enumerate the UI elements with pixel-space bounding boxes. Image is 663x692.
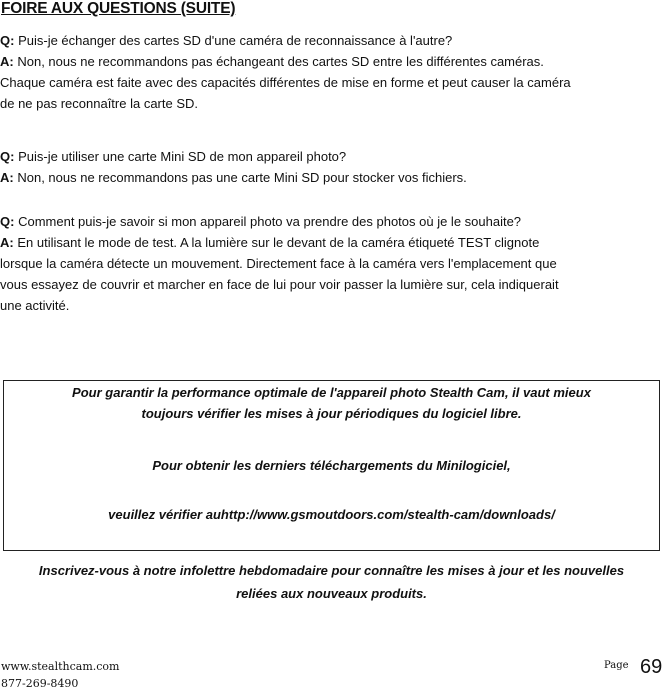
answer-text: Non, nous ne recommandons pas une carte Mini SD pour stocker vos fichiers.: [17, 170, 467, 185]
faq-item-1: [0, 30, 663, 114]
answer-text: une activité.: [0, 298, 70, 313]
faq-answer: [0, 51, 663, 72]
notice-text: Pour garantir la performance optimale de l'appareil photo Stealth Cam, il vaut mieux: [72, 385, 591, 400]
answer-text: Non, nous ne recommandons pas échangeant des cartes SD entre les différentes caméras.: [17, 54, 544, 69]
answer-label: A:: [0, 54, 14, 69]
faq-question: [0, 30, 663, 51]
question-label: Q:: [0, 33, 15, 48]
notice-text: toujours vérifier les mises à jour périodiques du logiciel libre.: [141, 406, 522, 421]
answer-text: lorsque la caméra détecte un mouvement. Directement face à la caméra vers l'emplacement que: [0, 256, 557, 271]
phone-number: 877-269-8490: [1, 677, 79, 690]
footer-contact: [1, 658, 119, 692]
answer-text: En utilisant le mode de test. A la lumière sur le devant de la caméra étiqueté TEST clignote: [17, 235, 540, 250]
question-text: Puis-je échanger des cartes SD d'une caméra de reconnaissance à l'autre?: [18, 33, 453, 48]
download-link[interactable]: veuillez vérifier auhttp://www.gsmoutdoors.com/stealth-cam/downloads/: [108, 507, 555, 522]
faq-answer: [0, 167, 663, 188]
answer-text: Chaque caméra est faite avec des capacités différentes de mise en forme et peut causer la caméra: [0, 75, 571, 90]
page-title: FOIRE AUX QUESTIONS (SUITE): [1, 0, 236, 17]
newsletter-text: Inscrivez-vous à notre infolettre hebdomadaire pour connaître les mises à jour et les nouvelles: [38, 563, 625, 578]
faq-item-3: [0, 211, 663, 316]
software-update-notice: [3, 380, 660, 551]
question-text: Puis-je utiliser une carte Mini SD de mon appareil photo?: [18, 149, 347, 164]
faq-question: [0, 211, 663, 232]
answer-label: A:: [0, 170, 14, 185]
question-label: Q:: [0, 214, 15, 229]
answer-label: A:: [0, 235, 14, 250]
answer-text: vous essayez de couvrir et marcher en face de lui pour voir passer la lumière sur, cela indiquerait: [0, 277, 559, 292]
faq-answer: [0, 232, 663, 253]
newsletter-text: reliées aux nouveaux produits.: [236, 586, 427, 601]
notice-text: Pour obtenir les derniers téléchargements du Minilogiciel,: [152, 458, 511, 473]
question-text: Comment puis-je savoir si mon appareil photo va prendre des photos où je le souhaite?: [18, 214, 522, 229]
page-label: Page: [604, 660, 629, 671]
faq-item-2: [0, 146, 663, 188]
answer-text: de ne pas reconnaître la carte SD.: [0, 96, 199, 111]
question-label: Q:: [0, 149, 15, 164]
website-link[interactable]: www.stealthcam.com: [1, 660, 120, 673]
faq-question: [0, 146, 663, 167]
page-number: 69: [640, 656, 663, 678]
